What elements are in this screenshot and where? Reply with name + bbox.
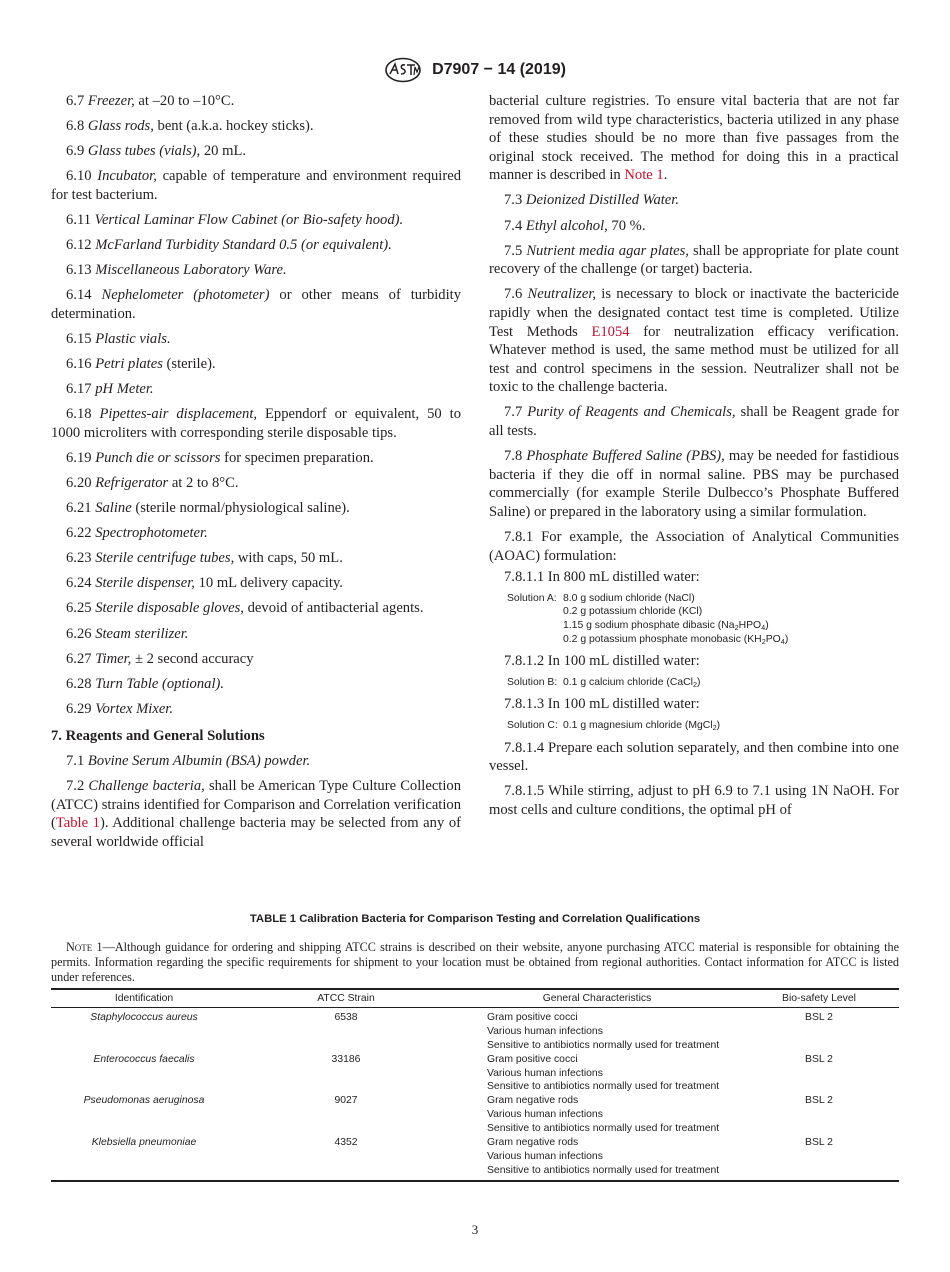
paragraph-7-8-1-3: 7.8.1.3 In 100 mL distilled water: — [504, 696, 700, 713]
equipment-item: 6.11 Vertical Laminar Flow Cabinet (or Bio-safety hood). — [66, 211, 404, 228]
header-identification: Identification — [51, 989, 237, 1007]
page-number: 3 — [471, 1222, 479, 1237]
equipment-item: 6.10 Incubator, capable of temperature and environment required for test bacterium. — [51, 168, 461, 203]
e1054-link[interactable]: E1054 — [591, 323, 630, 340]
equipment-item: 6.14 Nephelometer (photometer) or other means of turbidity determination. — [51, 287, 462, 322]
equipment-item: 6.19 Punch die or scissors for specimen preparation. — [66, 449, 374, 466]
table-title: TABLE 1 Calibration Bacteria for Comparison Testing and Correlation Qualifications — [249, 913, 701, 925]
equipment-item: 6.28 Turn Table (optional). — [66, 675, 225, 692]
equipment-item: 6.13 Miscellaneous Laboratory Ware. — [66, 262, 287, 279]
equipment-item: 6.29 Vortex Mixer. — [66, 700, 174, 717]
equipment-item: 6.9 Glass tubes (vials), 20 mL. — [66, 143, 247, 160]
paragraph-7-2-continued: bacterial culture registries. To ensure vital bacteria that are not far removed from wild type characteristics, bacteria utilized in any phase of these studies should be no more than five passages from the original stock received. The method for doing this in a practical manner is described in Note 1. — [489, 93, 899, 184]
left-column — [51, 92, 461, 858]
paragraph-7-7: 7.7 Purity of Reagents and Chemicals, shall be Reagent grade for all tests. — [489, 404, 899, 439]
cell-general-characteristics: Gram negative rods Various human infections Sensitive to antibiotics normally used for treatment — [487, 1095, 720, 1135]
note-1-link[interactable]: Note 1 — [624, 167, 664, 184]
cell-biosafety-level: BSL 2 — [805, 1011, 833, 1023]
cell-atcc-strain: 6538 — [334, 1011, 358, 1023]
table-header-row — [51, 989, 899, 1007]
cell-biosafety-level: BSL 2 — [805, 1053, 833, 1065]
header-atcc-strain: ATCC Strain — [237, 989, 455, 1007]
paragraph-7-1: 7.1 Bovine Serum Albumin (BSA) powder. — [66, 753, 311, 770]
table-row — [51, 1094, 899, 1136]
equipment-item: 6.17 pH Meter. — [66, 381, 154, 398]
table-row — [51, 1007, 899, 1052]
equipment-item: 6.21 Saline (sterile normal/physiological saline). — [66, 500, 350, 517]
equipment-item: 6.18 Pipettes-air displacement, Eppendorf or equivalent, 50 to 1000 microliters with corresponding sterile disposable tips. — [51, 406, 462, 441]
calibration-bacteria-table — [51, 988, 899, 1182]
equipment-item: 6.15 Plastic vials. — [66, 330, 171, 347]
paragraph-7-5: 7.5 Nutrient media agar plates, shall be appropriate for plate count recovery of the challenge (or target) bacteria. — [489, 242, 899, 278]
paragraph-7-3: 7.3 Deionized Distilled Water. — [504, 192, 679, 209]
cell-atcc-strain: 4352 — [237, 1136, 455, 1181]
cell-general-characteristics: Gram negative rods Various human infections Sensitive to antibiotics normally used for treatment — [455, 1136, 739, 1181]
paragraph-7-8: 7.8 Phosphate Buffered Saline (PBS), may be needed for fastidious bacteria if they die off in normal saline. PBS may be purchased commercially (for example Sterile Dulbecco’s Phosphate Buffered Saline) or prepared in the laboratory using a similar formulation. — [489, 448, 900, 520]
paragraph-7-2: 7.2 Challenge bacteria, shall be American Type Culture Collection (ATCC) strains identified for Comparison and Correlation verification (Table 1). Additional challenge bacteria may be selected from any of several worldwide official — [51, 778, 461, 850]
document-id: D7907 − 14 (2019) — [432, 61, 566, 78]
cell-atcc-strain: 33186 — [331, 1053, 361, 1065]
astm-logo-icon — [384, 57, 422, 83]
equipment-item: 6.27 Timer, ± 2 second accuracy — [66, 650, 254, 667]
paragraph-7-4: 7.4 Ethyl alcohol, 70 %. — [504, 217, 646, 234]
equipment-item: 6.25 Sterile disposable gloves, devoid of antibacterial agents. — [66, 600, 424, 617]
equipment-item: 6.12 McFarland Turbidity Standard 0.5 (or equivalent). — [66, 237, 392, 254]
equipment-item: 6.26 Steam sterilizer. — [66, 625, 189, 642]
solution-a: Solution A: 8.0 g sodium chloride (NaCl) 0.2 g potassium chloride (KCl) 1.15 g sodium phosphate dibasic $(Na_2HPO_4)$ 0.2 g potassium phosphate monobasic $(KH_2PO_4)$ — [507, 592, 789, 646]
equipment-item: 6.16 Petri plates (sterile). — [66, 356, 216, 373]
table-body — [51, 1007, 899, 1180]
table-1-link[interactable]: Table 1 — [55, 815, 100, 832]
cell-general-characteristics: Gram positive cocci Various human infections Sensitive to antibiotics normally used for treatment — [487, 1053, 720, 1093]
cell-identification: Pseudomonas aeruginosa — [83, 1095, 205, 1107]
page-header — [0, 57, 950, 83]
solution-c: Solution C: 0.1 g magnesium chloride (MgCl$_2$) — [507, 719, 721, 732]
paragraph-7-8-1-5: 7.8.1.5 While stirring, adjust to pH 6.9 to 7.1 using 1N NaOH. For most cells and culture conditions, the optimal pH of — [489, 783, 899, 818]
cell-biosafety-level: BSL 2 — [805, 1095, 833, 1107]
section-heading-7: 7. Reagents and General Solutions — [51, 728, 265, 745]
paragraph-7-6: 7.6 Neutralizer, is necessary to block or inactivate the bactericide rapidly when the designated contact test time is completed. Utilize Test Methods E1054 for neutralization efficacy verification. Whatever method is used, the same method must be utilized for all test and control specimens in the session. Neutralizer shall not be toxic to the challenge bacteria. — [489, 286, 900, 396]
paragraph-7-8-1-4: 7.8.1.4 Prepare each solution separately, and then combine into one vessel. — [489, 739, 899, 775]
equipment-item: 6.20 Refrigerator at 2 to 8°C. — [66, 475, 239, 491]
equipment-item: 6.22 Spectrophotometer. — [66, 525, 208, 542]
cell-identification: Staphylococcus aureus — [90, 1011, 198, 1023]
cell-identification: Klebsiella pneumoniae — [51, 1136, 237, 1181]
table-note: Note 1—Although guidance for ordering and shipping ATCC strains is described on their website, anyone purchasing ATCC material is responsible for obtaining the permits. Information regarding the specific requirements for shipment to your location must be obtained from regional authorities. Contact information for ATCC is listed under references. — [51, 940, 899, 985]
paragraph-7-8-1-1: 7.8.1.1 In 800 mL distilled water: — [504, 569, 700, 586]
equipment-item: 6.8 Glass rods, bent (a.k.a. hockey sticks). — [66, 118, 314, 135]
equipment-list — [51, 92, 461, 718]
equipment-item: 6.23 Sterile centrifuge tubes, with caps, 50 mL. — [66, 550, 343, 567]
header-biosafety-level: Bio-safety Level — [739, 989, 899, 1007]
cell-biosafety-level: BSL 2 — [739, 1136, 899, 1181]
solution-b: Solution B: 0.1 g calcium chloride (CaCl$_2$) — [507, 676, 701, 689]
header-general-characteristics: General Characteristics — [455, 989, 739, 1007]
paragraph-7-8-1: 7.8.1 For example, the Association of Analytical Communities (AOAC) formulation: — [489, 528, 899, 564]
right-column — [489, 92, 899, 826]
table-row — [51, 1136, 899, 1181]
equipment-item: 6.24 Sterile dispenser, 10 mL delivery capacity. — [66, 575, 343, 592]
cell-identification: Enterococcus faecalis — [93, 1053, 195, 1065]
cell-general-characteristics: Gram positive cocci Various human infections Sensitive to antibiotics normally used for treatment — [487, 1011, 720, 1051]
table-row — [51, 1053, 899, 1095]
cell-atcc-strain: 9027 — [334, 1095, 358, 1107]
equipment-item: 6.7 Freezer, at –20 to –10°C. — [66, 93, 235, 109]
paragraph-7-8-1-2: 7.8.1.2 In 100 mL distilled water: — [504, 653, 700, 670]
